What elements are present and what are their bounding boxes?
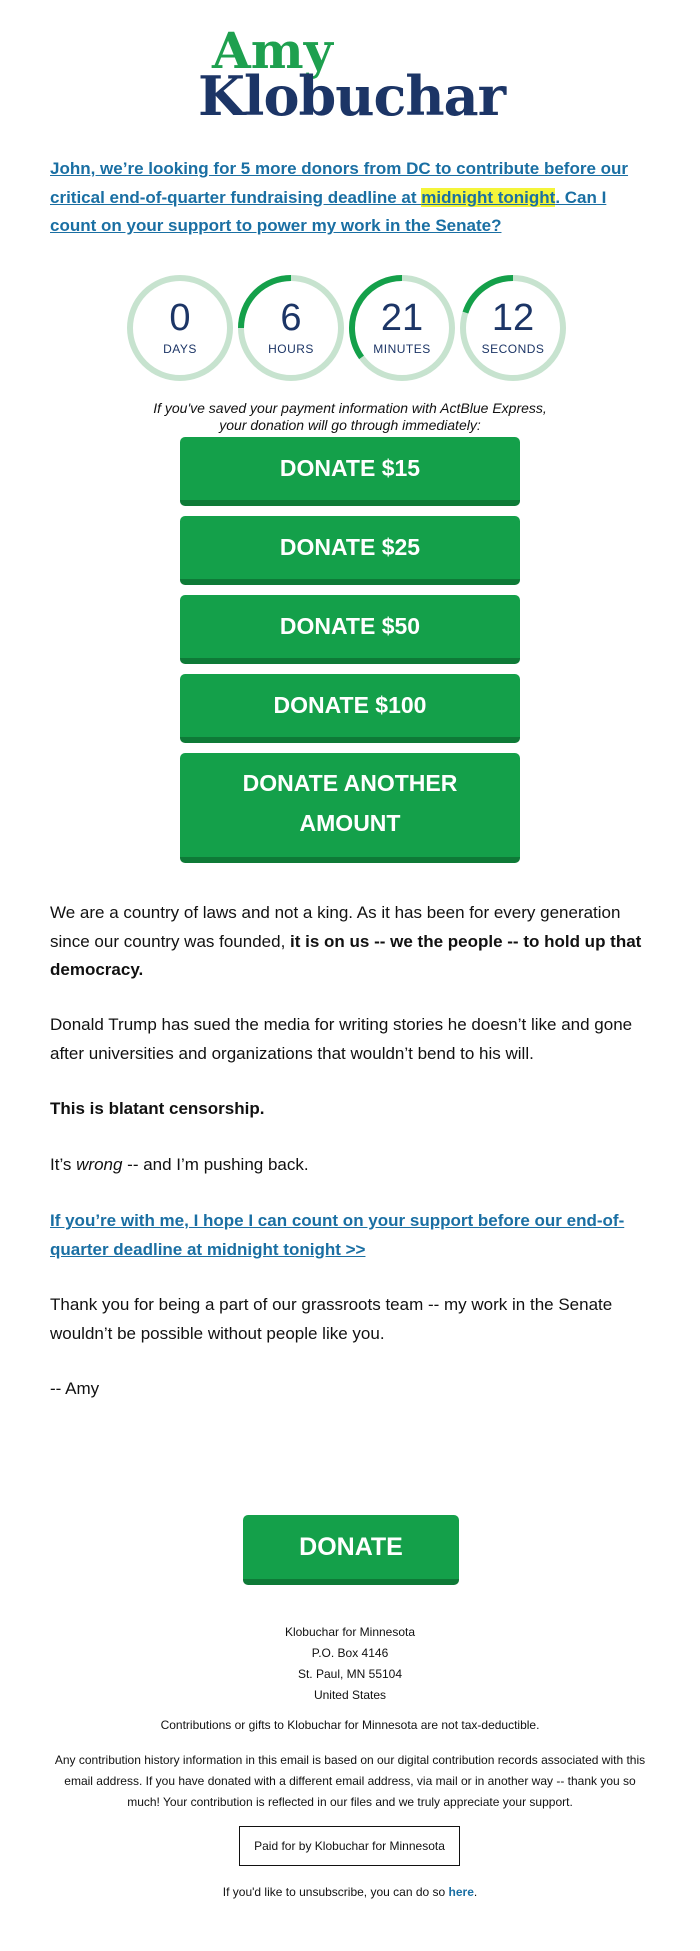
footer-tax-note: Contributions or gifts to Klobuchar for Minnesota are not tax-deductible. xyxy=(160,1718,540,1732)
footer-po-box: P.O. Box 4146 xyxy=(311,1646,389,1660)
paid-for-box: Paid for by Klobuchar for Minnesota xyxy=(239,1826,460,1866)
footer-country: United States xyxy=(313,1688,387,1702)
countdown-seconds-value: 12 xyxy=(491,297,535,339)
countdown-seconds-label: SECONDS xyxy=(481,342,545,356)
lead-link[interactable] xyxy=(50,155,655,241)
support-cta-link[interactable]: If you’re with me, I hope I can count on your support before our end-of-quarter deadline at midnight tonight >> xyxy=(50,1211,625,1259)
unsubscribe-link[interactable]: here xyxy=(448,1885,474,1899)
countdown-days-value: 0 xyxy=(169,297,191,339)
countdown-hours-label: HOURS xyxy=(268,342,314,356)
paragraph-1-text: We are a country of laws and not a king. As it has been for every generation since our country was founded, xyxy=(50,903,621,951)
support-cta-paragraph xyxy=(50,1207,660,1264)
unsubscribe-text: If you'd like to unsubscribe, you can do so xyxy=(222,1885,449,1899)
logo-last-name: Klobuchar xyxy=(198,64,506,128)
donate-other-line-1[interactable]: DONATE ANOTHER xyxy=(242,770,458,796)
express-line-1: If you've saved your payment information with ActBlue Express, xyxy=(153,400,547,416)
lead-highlight[interactable]: midnight tonight xyxy=(421,187,556,207)
lead-text-1[interactable]: John, we’re looking for 5 more donors from DC to contribute before our critical end-of-quarter fundraising deadline at xyxy=(50,159,629,207)
footer-history-note: Any contribution history information in this email is based on our digital contribution records associated with this email address. If you have donated with a different email address, via mail or in another way -- thank you so much! Your contribution is reflected in our files and we truly appreciate your support. xyxy=(54,1753,646,1809)
footer-address xyxy=(0,1622,700,1706)
countdown-minutes-value: 21 xyxy=(380,297,424,339)
footer-city: St. Paul, MN 55104 xyxy=(297,1667,403,1681)
paragraph-2: Donald Trump has sued the media for writing stories he doesn’t like and gone after universities and organizations that wouldn’t bend to his will. xyxy=(50,1015,633,1063)
countdown-days-label: DAYS xyxy=(163,342,197,356)
unsubscribe-end: . xyxy=(473,1885,478,1899)
actblue-express-note xyxy=(0,400,700,434)
paragraph-4-start: It’s xyxy=(50,1155,77,1174)
logo-first-name: Amy xyxy=(212,21,333,80)
donate-15-button[interactable]: DONATE $15 xyxy=(180,437,520,506)
unsubscribe-note xyxy=(0,1885,700,1899)
countdown-hours xyxy=(237,274,345,382)
paragraph-3: This is blatant censorship. xyxy=(50,1099,265,1118)
countdown-timer xyxy=(0,274,700,384)
paragraph-5: Thank you for being a part of our grassroots team -- my work in the Senate wouldn’t be possible without people like you. xyxy=(50,1295,613,1343)
paragraph-4 xyxy=(50,1151,660,1180)
paragraph-1 xyxy=(50,899,660,985)
paragraph-4-italic: wrong xyxy=(76,1155,123,1174)
donate-button[interactable]: DONATE xyxy=(243,1515,459,1585)
countdown-hours-value: 6 xyxy=(280,297,302,339)
paragraph-1-bold: it is on us -- we the people -- to hold up that democracy. xyxy=(50,931,642,979)
countdown-seconds xyxy=(459,274,567,382)
express-line-2: your donation will go through immediately: xyxy=(219,417,481,433)
countdown-days xyxy=(126,274,234,382)
donate-other-line-2[interactable]: AMOUNT xyxy=(299,810,401,836)
donate-100-button[interactable]: DONATE $100 xyxy=(180,674,520,743)
donate-50-button[interactable]: DONATE $50 xyxy=(180,595,520,664)
lead-text-2[interactable]: . Can I count on your support to power my work in the Senate? xyxy=(50,187,607,235)
paragraph-4-end: -- and I’m pushing back. xyxy=(122,1155,309,1174)
donate-other-amount-button[interactable] xyxy=(180,753,520,863)
signature: -- Amy xyxy=(50,1379,100,1398)
countdown-minutes xyxy=(348,274,456,382)
countdown-minutes-label: MINUTES xyxy=(373,342,431,356)
donate-25-button[interactable]: DONATE $25 xyxy=(180,516,520,585)
footer-org: Klobuchar for Minnesota xyxy=(284,1625,416,1639)
